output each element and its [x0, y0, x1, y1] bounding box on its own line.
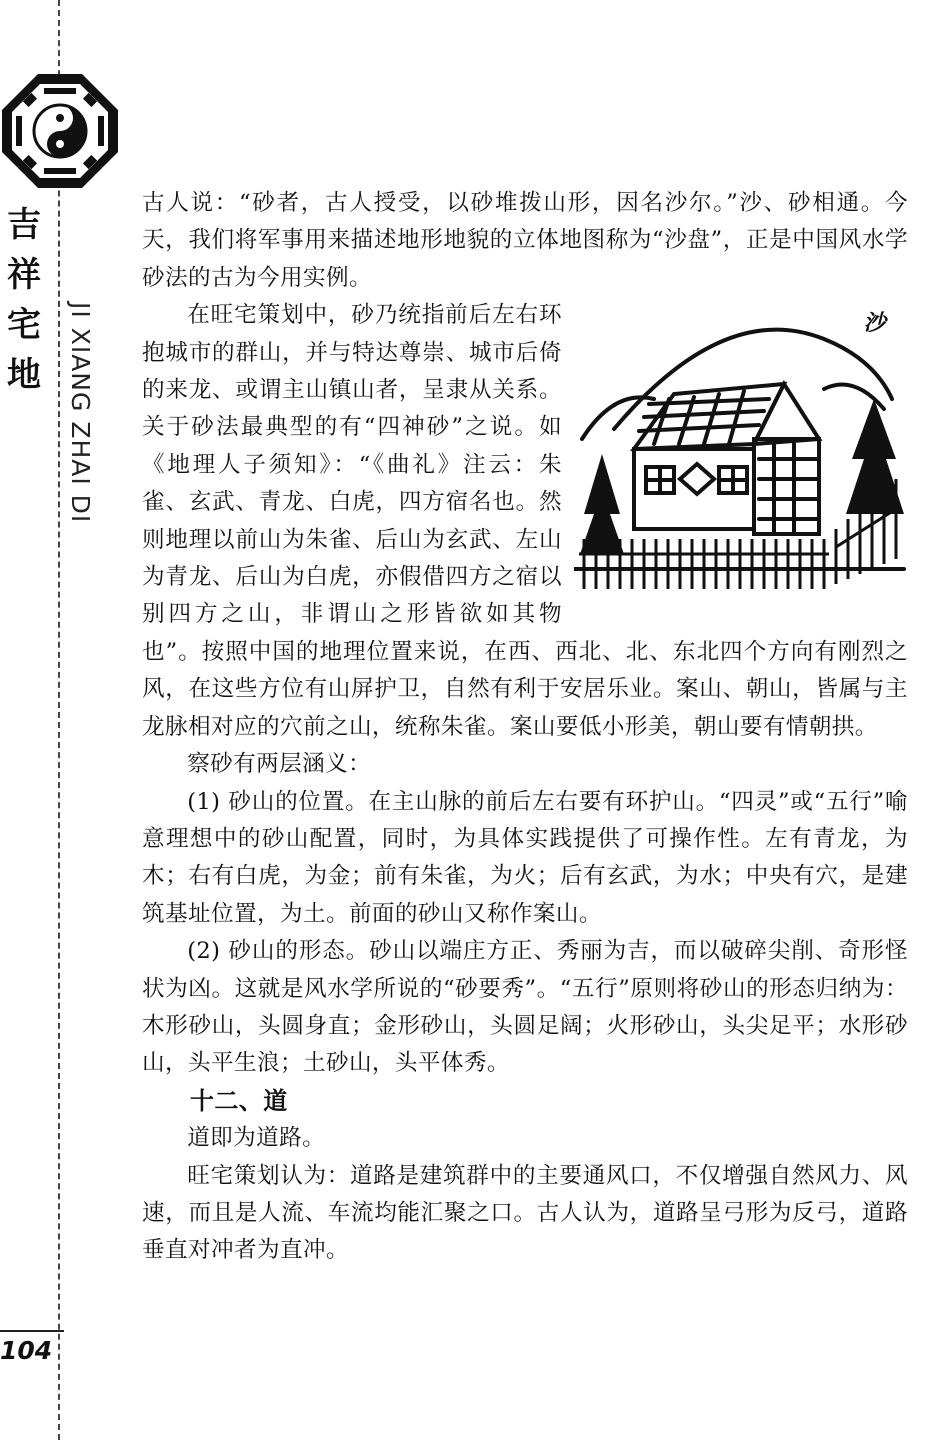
page-body — [142, 185, 908, 1270]
book-title-char: 宅 — [7, 305, 41, 345]
book-title-char: 祥 — [7, 255, 41, 295]
figure-caption: 沙 — [863, 310, 886, 337]
paragraph: 道即为道路。 — [187, 1125, 326, 1152]
margin-dashed-line — [58, 0, 60, 1440]
book-title-vertical — [4, 200, 44, 400]
book-title-char: 吉 — [7, 205, 41, 245]
book-title-pinyin: JI XIANG ZHAI DI — [66, 302, 95, 524]
book-title-char: 地 — [7, 355, 41, 395]
paragraph: (1) 砂山的位置。在主山脉的前后左右要有环护山。“四灵”或“五行”喻意理想中的砂山配置，同时，为具体实践提供了可操作性。左有青龙，为木；右有白虎，为金；前有朱雀，为火；后有玄武，为水；中央有穴，是建筑基址位置，为土。前面的砂山又称作案山。 — [142, 788, 908, 927]
paragraph: 察砂有两层涵义： — [187, 751, 372, 778]
paragraph: 古人说：“砂者，古人授受，以砂堆拨山形，因名沙尔。”沙、砂相通。今天，我们将军事用来描述地形地貌的立体地图称为“沙盘”，正是中国风水学砂法的古为今用实例。 — [142, 190, 908, 291]
page-number: 104 — [0, 1336, 53, 1365]
section-heading: 十二、道 — [190, 1086, 288, 1115]
paragraph-text: 在旺宅策划中，砂乃统指前后左右环抱城市的群山，并与特达尊崇、城市后倚的来龙、或谓主山镇山者，呈隶从关系。关于砂法最典型的有“四神砂”之说。如《地理人子须知》：“《曲礼》注云：朱雀、玄武、青龙、白虎，四方宿名也。然则地理以前山为朱雀、后山为玄武、左山为青龙、后山为白虎，亦假借四方之宿以别四方之山，非谓山之形皆欲如其物也”。按照中国的地理位置来说，在西、西北、北、东北四个方向有刚烈之风，在这些方位有山屏护卫，自然有利于安居乐业。案山、朝山，皆属与主龙脉相对应的穴前之山，统称朱雀。案山要低小形美，朝山要有情朝拱。 — [142, 302, 908, 740]
paragraph: 旺宅策划认为：道路是建筑群中的主要通风口，不仅增强自然风力、风速，而且是人流、车流均能汇聚之口。古人认为，道路呈弓形为反弓，道路垂直对冲者为直冲。 — [142, 1162, 908, 1264]
paragraph-with-figure — [142, 297, 908, 746]
page-number-rule — [0, 1330, 64, 1332]
paragraph: (2) 砂山的形态。砂山以端庄方正、秀丽为吉，而以破碎尖削、奇形怪状为凶。这就是风水学所说的“砂要秀”。“五行”原则将砂山的形态归纳为：木形砂山，头圆身直；金形砂山，头圆足阔；火形砂山，头尖足平；水形砂山，头平生浪；土砂山，头平体秀。 — [142, 938, 908, 1077]
house-mountain-sketch-icon — [574, 299, 914, 599]
figure — [574, 299, 914, 599]
bagua-yinyang-icon — [0, 72, 120, 190]
